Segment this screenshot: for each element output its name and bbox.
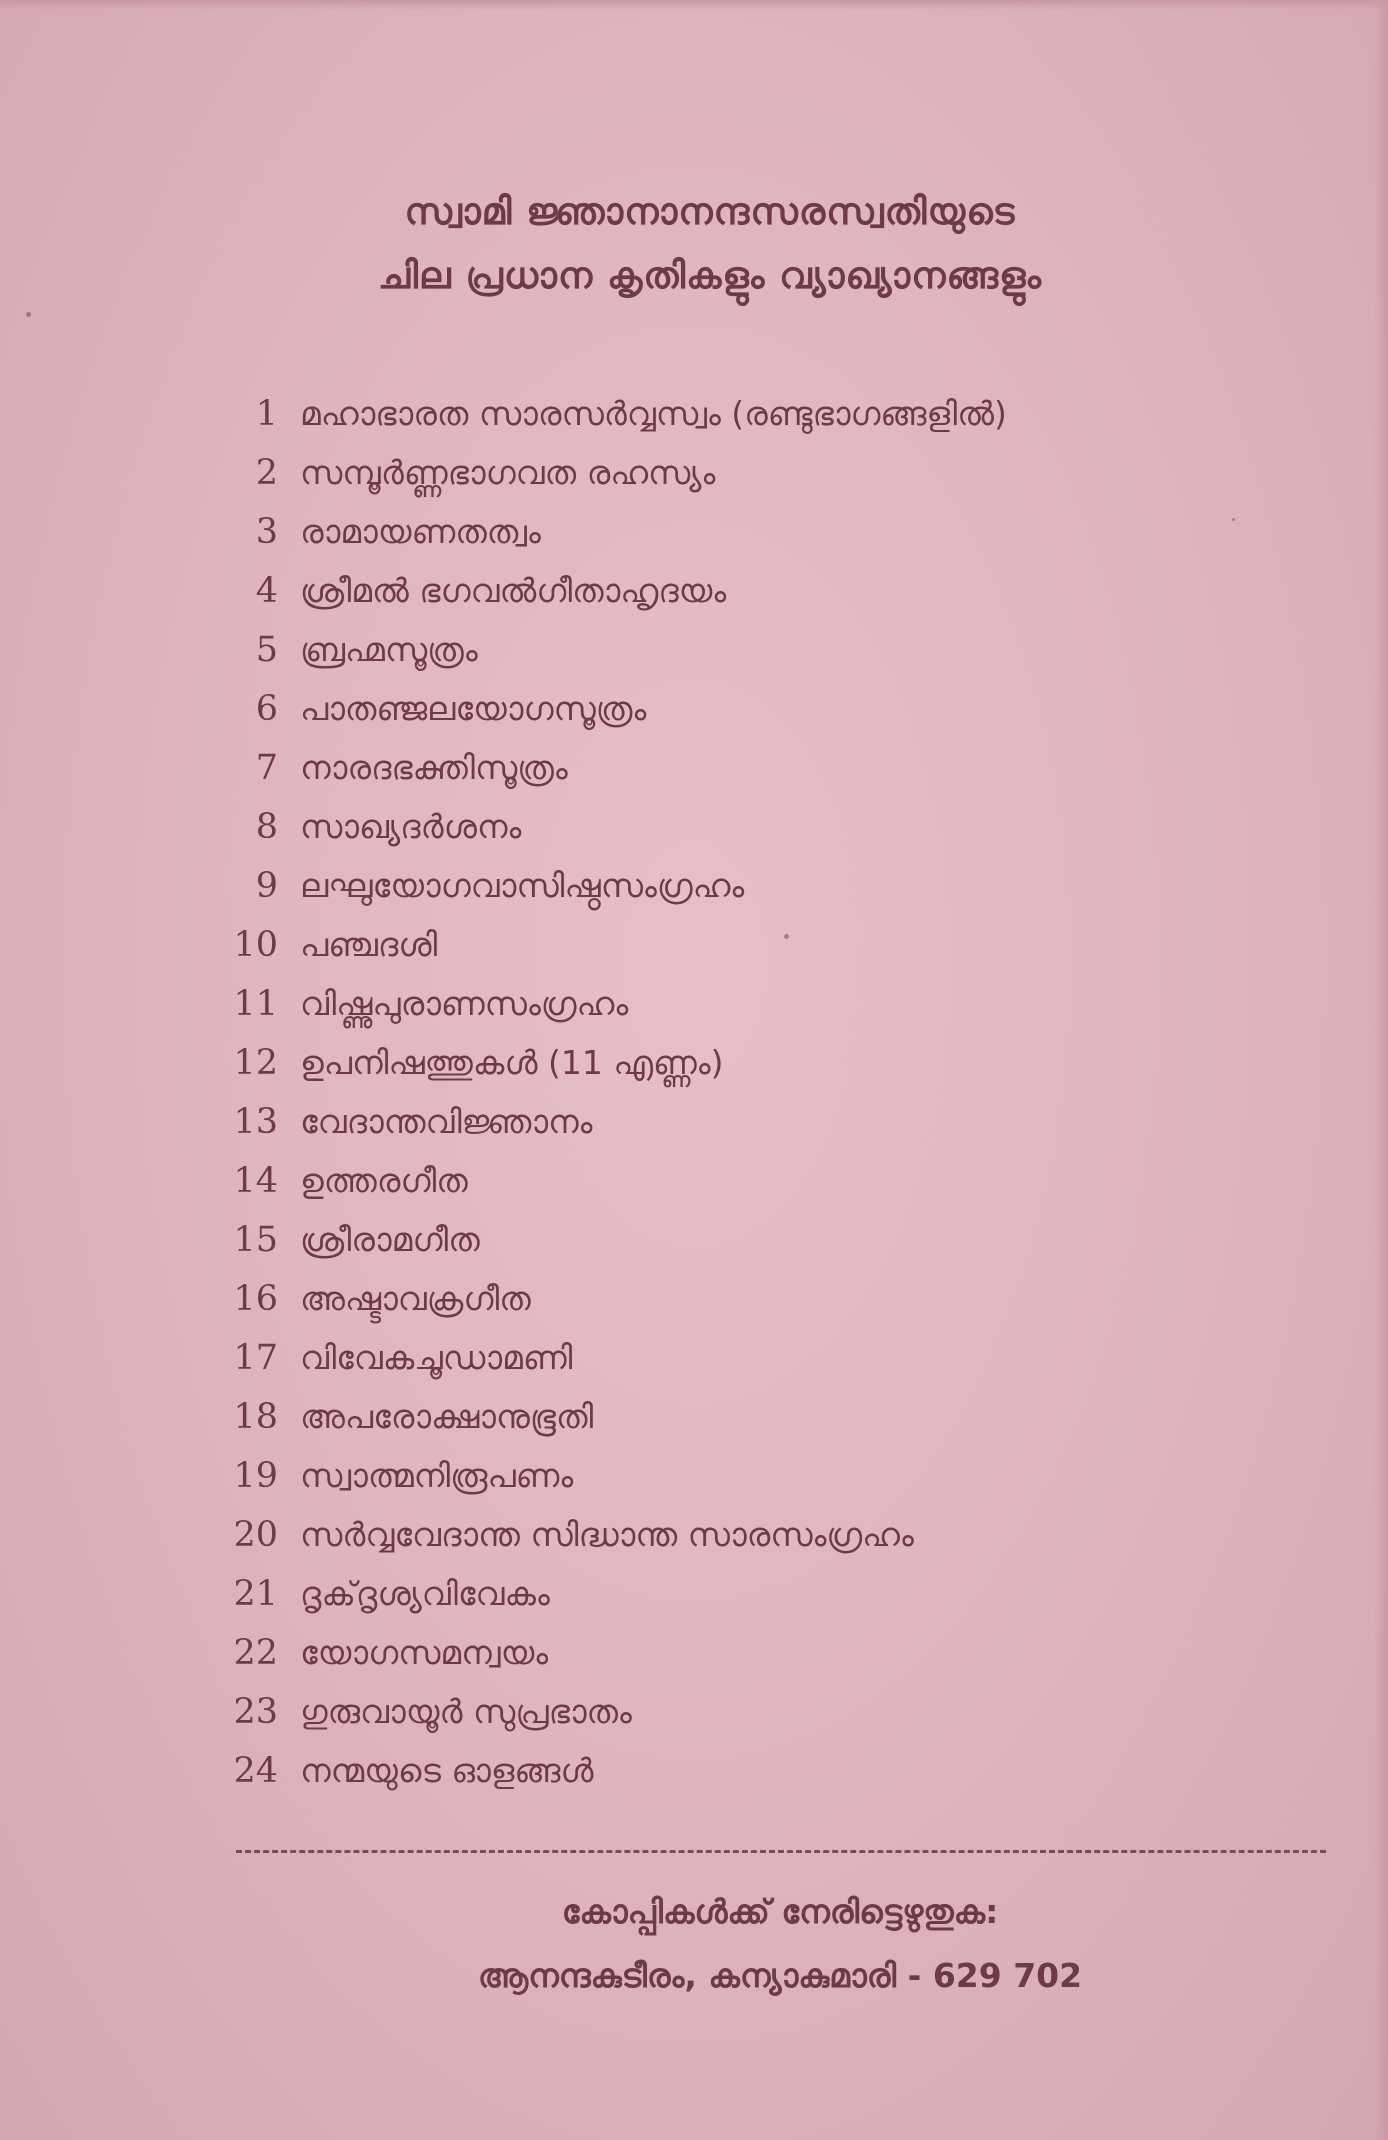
list-item xyxy=(220,1269,1300,1328)
heading-line-author: സ്വാമി ജ്ഞാനാനന്ദസരസ്വതിയുടെ xyxy=(404,190,1016,233)
paper-right-edge xyxy=(1374,0,1388,2140)
item-number: 6 xyxy=(255,688,278,729)
item-title: വിവേകചൂഡാമണി xyxy=(300,1337,573,1377)
list-item xyxy=(220,1328,1300,1387)
item-title: രാമായണതത്വം xyxy=(300,511,541,551)
item-number: 10 xyxy=(233,924,278,965)
list-item xyxy=(220,384,1300,443)
item-number: 13 xyxy=(233,1101,278,1142)
list-item xyxy=(220,974,1300,1033)
item-number: 24 xyxy=(233,1750,278,1791)
list-item xyxy=(220,1741,1300,1800)
paper-top-edge xyxy=(0,0,1388,10)
item-title: മഹാഭാരത സാരസർവ്വസ്വം (രണ്ടുഭാഗങ്ങളിൽ) xyxy=(300,393,1007,433)
list-item xyxy=(220,1682,1300,1741)
item-title: സ്വാത്മനിരൂപണം xyxy=(300,1455,574,1495)
item-number: 21 xyxy=(233,1573,278,1614)
item-number: 2 xyxy=(255,452,278,493)
item-number: 8 xyxy=(255,806,278,847)
list-item xyxy=(220,1387,1300,1446)
item-number: 16 xyxy=(233,1278,278,1319)
item-title: ബ്രഹ്മസൂത്രം xyxy=(300,629,478,669)
item-number: 14 xyxy=(233,1160,278,1201)
item-title: പഞ്ചദശി xyxy=(300,924,438,964)
item-title: സാഖ്യദർശനം xyxy=(300,806,522,846)
item-title: നാരദഭക്തിസൂത്രം xyxy=(300,747,568,787)
footer-address: ആനന്ദകുടീരം, കന്യാകുമാരി - 629 702 xyxy=(477,1956,1083,1995)
list-item xyxy=(220,1092,1300,1151)
item-number: 9 xyxy=(255,865,278,906)
item-number: 1 xyxy=(255,393,278,434)
item-title: അഷ്ടാവക്രഗീത xyxy=(300,1278,531,1318)
item-title: സർവ്വവേദാന്ത സിദ്ധാന്ത സാരസംഗ്രഹം xyxy=(300,1514,914,1554)
item-title: ദൃക്ദൃശ്യവിവേകം xyxy=(300,1573,550,1613)
list-item xyxy=(220,1446,1300,1505)
list-item xyxy=(220,1505,1300,1564)
list-item xyxy=(220,738,1300,797)
list-item xyxy=(220,502,1300,561)
item-number: 22 xyxy=(233,1632,278,1673)
list-item xyxy=(220,1564,1300,1623)
item-title: ശ്രീരാമഗീത xyxy=(300,1219,480,1259)
item-number: 18 xyxy=(233,1396,278,1437)
item-number: 12 xyxy=(233,1042,278,1083)
heading-line-subtitle: ചില പ്രധാന കൃതികളും വ്യാഖ്യാനങ്ങളും xyxy=(377,254,1043,297)
item-number: 19 xyxy=(233,1455,278,1496)
item-number: 11 xyxy=(233,983,278,1024)
item-title: അപരോക്ഷാനുഭൂതി xyxy=(300,1396,594,1436)
item-number: 5 xyxy=(255,629,278,670)
list-item xyxy=(220,679,1300,738)
item-number: 17 xyxy=(233,1337,278,1378)
list-item xyxy=(220,1151,1300,1210)
item-title: സമ്പൂർണ്ണഭാഗവത രഹസ്യം xyxy=(300,452,716,492)
contact-footer xyxy=(330,1880,1230,2008)
item-title: ഗുരുവായൂർ സുപ്രഭാതം xyxy=(300,1691,632,1731)
list-item xyxy=(220,443,1300,502)
list-item xyxy=(220,620,1300,679)
footer-instruction: കോപ്പികൾക്ക് നേരിട്ടെഴുതുക: xyxy=(561,1892,999,1931)
list-item xyxy=(220,1033,1300,1092)
dashed-divider xyxy=(236,1850,1326,1853)
item-number: 4 xyxy=(255,570,278,611)
list-item xyxy=(220,915,1300,974)
item-title: പാതഞ്ജലയോഗസൂത്രം xyxy=(300,688,647,728)
item-number: 15 xyxy=(233,1219,278,1260)
item-number: 20 xyxy=(233,1514,278,1555)
item-title: ലഘുയോഗവാസിഷ്ഠസംഗ്രഹം xyxy=(300,865,745,905)
item-title: ഉപനിഷത്തുകൾ (11 എണ്ണം) xyxy=(300,1042,724,1082)
list-item xyxy=(220,561,1300,620)
item-title: ശ്രീമൽ ഭഗവൽഗീതാഹൃദയം xyxy=(300,570,727,610)
item-title: ഉത്തരഗീത xyxy=(300,1160,468,1200)
item-title: യോഗസമന്വയം xyxy=(300,1632,549,1672)
page-heading xyxy=(180,180,1240,308)
list-item xyxy=(220,797,1300,856)
item-number: 7 xyxy=(255,747,278,788)
list-item xyxy=(220,1210,1300,1269)
list-item xyxy=(220,856,1300,915)
item-title: വിഷ്ണുപുരാണസംഗ്രഹം xyxy=(300,983,629,1023)
paper-speck xyxy=(26,312,31,317)
item-title: നന്മയുടെ ഓളങ്ങൾ xyxy=(300,1750,594,1790)
list-item xyxy=(220,1623,1300,1682)
item-number: 3 xyxy=(255,511,278,552)
item-title: വേദാന്തവിജ്ഞാനം xyxy=(300,1101,593,1141)
works-list xyxy=(220,384,1300,1800)
item-number: 23 xyxy=(233,1691,278,1732)
